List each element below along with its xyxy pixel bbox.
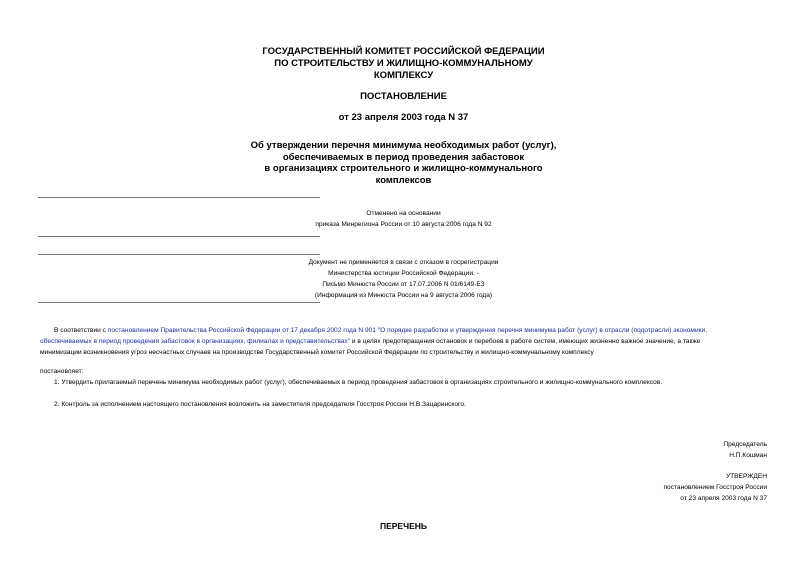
note-line: Отменено на основании [366, 210, 441, 217]
not-applied-note [0, 257, 807, 301]
signature-name: Н.П.Кошман [729, 452, 767, 459]
preamble-text: В соответствии с [54, 327, 108, 334]
item-1: 1. Утвердить прилагаемый перечень минимума необходимых работ (услуг), обеспечиваемых в период проведения забастовок в организациях строительного и жилищно-коммунального комплексов. [54, 379, 663, 386]
item-2: 2. Контроль за исполнением настоящего постановления возложить на заместителя председателя Госстроя России Н.В.Зацаринского. [54, 401, 466, 408]
note-line: (Информация из Минюста России на 9 августа 2006 года) [314, 292, 493, 299]
list-title: ПЕРЕЧЕНЬ [379, 521, 427, 531]
approval-by: постановлением Госстроя России [663, 484, 767, 491]
signature-title: Председатель [723, 441, 767, 448]
note-line: Письмо Минюста России от 17.07.2006 N 01/6149-ЕЗ [322, 281, 485, 288]
document-subject [0, 140, 807, 186]
document-date: от 23 апреля 2003 года N 37 [338, 112, 469, 123]
signature-block [723, 439, 767, 461]
decree-link[interactable]: постановлением [107, 327, 159, 334]
approval-label: УТВЕРЖДЕН [725, 473, 767, 480]
organization-name [0, 46, 807, 82]
subject-line: Об утверждении перечня минимума необходимых работ (услуг), [250, 140, 557, 151]
divider [38, 197, 320, 198]
note-line: Документ не применяется в связи с отказом в госрегистрации [308, 259, 499, 266]
paragraph-line [40, 325, 770, 336]
subject-line: в организациях строительного и жилищно-коммунального [264, 163, 543, 174]
government-decree-link[interactable]: Правительства Российской Федерации от 17 декабря 2002 года N 901 "О порядке разработки и утверждения перечня минимума работ (услуг) в отрасли (подотрасли) экономики, [160, 327, 708, 334]
note-line: Министерства юстиции Российской Федерации. - [328, 270, 479, 277]
preamble-text: и в целях предотвращения остановок и перебоев в работе систем, имеющих жизненно важное значение, а также [350, 338, 701, 345]
subject-line: комплексов [375, 174, 432, 186]
document-type: ПОСТАНОВЛЕНИЕ [360, 91, 447, 102]
preamble-paragraph [40, 325, 770, 358]
note-line: приказа Минрегиона России от 10 августа 2006 года N 92 [315, 221, 492, 228]
divider [38, 236, 320, 237]
org-line: КОМПЛЕКСУ [373, 70, 434, 81]
subject-line: обеспечиваемых в период проведения забастовок [282, 151, 525, 163]
paragraph-line: минимизации возникновения угроз несчастных случаев на производстве Государственный комитет Российской Федерации по строительству и жилищно-коммунальному комплексу [40, 349, 594, 356]
paragraph-line [40, 336, 770, 347]
divider [38, 254, 320, 255]
approval-date: от 23 апреля 2003 года N 37 [680, 495, 767, 502]
decree-word: постановляет: [40, 368, 84, 375]
org-line: ПО СТРОИТЕЛЬСТВУ И ЖИЛИЩНО-КОММУНАЛЬНОМУ [274, 58, 533, 69]
government-decree-link-cont[interactable]: обеспечиваемых в период проведения забастовок в организациях, филиалах и представительствах" [40, 338, 351, 345]
cancellation-note [0, 208, 807, 230]
org-line: ГОСУДАРСТВЕННЫЙ КОМИТЕТ РОССИЙСКОЙ ФЕДЕРАЦИИ [262, 46, 545, 57]
approval-block [663, 471, 767, 504]
divider [38, 302, 320, 303]
